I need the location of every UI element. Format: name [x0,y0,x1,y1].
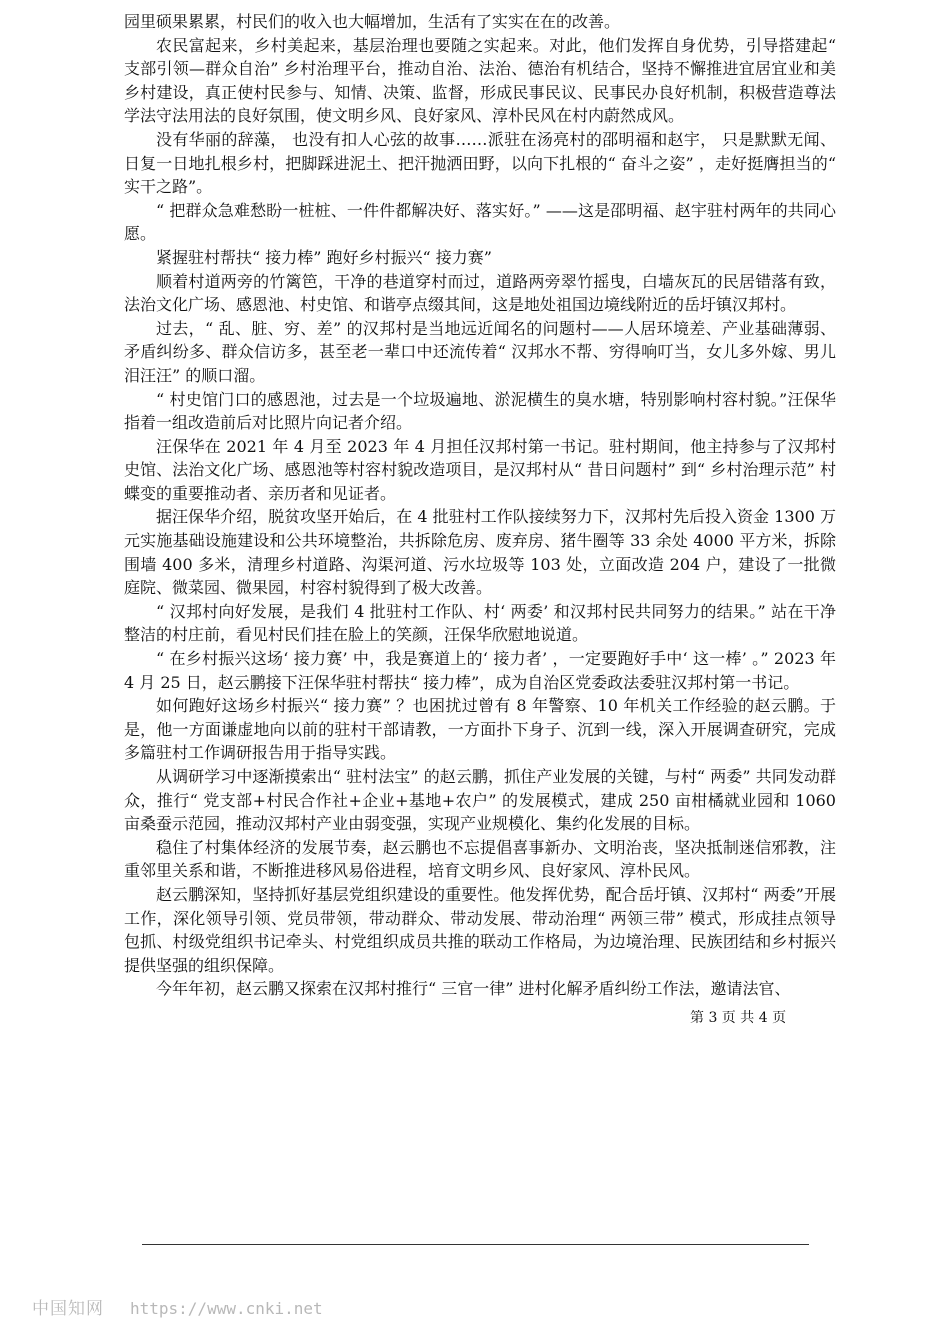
paragraph: 从调研学习中逐渐摸索出“ 驻村法宝” 的赵云鹏，抓住产业发展的关键，与村“ 两委” 共同发动群众，推行“ 党支部+村民合作社+企业+基地+农户” 的发展模式，建成 250 亩柑橘就业园和 1060 亩桑蚕示范园，推动汉邦村产业由弱变强，实现产业规模化、集约化发展的目标。 [124,767,836,834]
watermark-url[interactable]: https://www.cnki.net [130,1299,323,1318]
paragraph: 农民富起来，乡村美起来，基层治理也要随之实起来。对此，他们发挥自身优势，引导搭建起“ 支部引领—群众自治” 乡村治理平台，推动自治、法治、德治有机结合，坚持不懈推进宜居宜业和美乡村建设，真正使村民参与、知情、决策、监督，形成民事民议、民事民办良好机制，积极营造尊法学法守法用法的良好氛围，使文明乡风、良好家风、淳朴民风在村内蔚然成风。 [124,35,836,126]
watermark-site-name: 中国知网 [32,1299,104,1319]
footer-divider [142,1244,809,1245]
section-heading: 紧握驻村帮扶“ 接力棒” 跑好乡村振兴“ 接力赛” [156,247,492,267]
paragraph: 过去，“ 乱、脏、穷、差” 的汉邦村是当地远近闻名的问题村——人居环境差、产业基础薄弱、矛盾纠纷多、群众信访多，甚至老一辈口中还流传着“ 汉邦水不帮、穷得响叮当，女儿多外嫁、男儿泪汪汪” 的顺口溜。 [124,318,836,385]
paragraph: 稳住了村集体经济的发展节奏，赵云鹏也不忘提倡喜事新办、文明治丧，坚决抵制迷信邪教，注重邻里关系和谐，不断推进移风易俗进程，培育文明乡风、良好家风、淳朴民风。 [124,837,836,881]
paragraph: 园里硕果累累，村民们的收入也大幅增加，生活有了实实在在的改善。 [124,12,621,31]
paragraph: “ 在乡村振兴这场‘ 接力赛’ 中，我是赛道上的‘ 接力者’ ，一定要跑好手中‘ 这一棒’ 。” 2023 年 4 月 25 日，赵云鹏接下汪保华驻村帮扶“ 接力棒”，成为自治区党委政法委驻汉邦村第一书记。 [124,649,836,692]
paragraph: 今年年初，赵云鹏又探索在汉邦村推行“ 三官一律” 进村化解矛盾纠纷工作法，邀请法官、 [156,979,791,999]
paragraph: “ 汉邦村向好发展，是我们 4 批驻村工作队、村‘ 两委’ 和汉邦村民共同努力的结果。” 站在干净整洁的村庄前，看见村民们挂在脸上的笑颜，汪保华欣慰地说道。 [124,601,836,645]
document-body [124,10,836,1001]
paragraph: 据汪保华介绍，脱贫攻坚开始后，在 4 批驻村工作队接续努力下，汉邦村先后投入资金 1300 万元实施基础设施建设和公共环境整治，共拆除危房、废弃房、猪牛圈等 33 余处 4000 平方米，拆除围墙 400 多米，清理乡村道路、沟渠河道、污水垃圾等 103 处，立面改造 204 户，建设了一批微庭院、微菜园、微果园，村容村貌得到了极大改善。 [124,507,836,598]
paragraph: 赵云鹏深知，坚持抓好基层党组织建设的重要性。他发挥优势，配合岳圩镇、汉邦村“ 两委”开展工作，深化领导引领、党员带领，带动群众、带动发展、带动治理“ 两领三带” 模式，形成挂点领导包抓、村级党组织书记牵头、村党组织成员共推的联动工作格局，为边境治理、民族团结和乡村振兴提供坚强的组织保障。 [124,884,836,975]
paragraph: 没有华丽的辞藻， 也没有扣人心弦的故事……派驻在汤亮村的邵明福和赵宇， 只是默默无闻、日复一日地扎根乡村，把脚踩进泥土、把汗抛洒田野，以向下扎根的“ 奋斗之姿” ，走好挺膺担当的“ 实干之路”。 [124,129,836,197]
cnki-watermark [32,1294,323,1319]
paragraph: 如何跑好这场乡村振兴“ 接力赛” ？也困扰过曾有 8 年警察、10 年机关工作经验的赵云鹏。于是，他一方面谦虚地向以前的驻村干部请教，一方面扑下身子、沉到一线，深入开展调查研究，完成多篇驻村工作调研报告用于指导实践。 [124,696,836,763]
paragraph: 汪保华在 2021 年 4 月至 2023 年 4 月担任汉邦村第一书记。驻村期间，他主持参与了汉邦村史馆、法治文化广场、感恩池等村容村貌改造项目，是汉邦村从“ 昔日问题村” 到“ 乡村治理示范” 村蝶变的重要推动者、亲历者和见证者。 [124,436,836,503]
paragraph: “ 村史馆门口的感恩池，过去是一个垃圾遍地、淤泥横生的臭水塘，特别影响村容村貌。”汪保华指着一组改造前后对比照片向记者介绍。 [124,389,836,433]
paragraph: 顺着村道两旁的竹篱笆，干净的巷道穿村而过，道路两旁翠竹摇曳，白墙灰瓦的民居错落有致，法治文化广场、感恩池、村史馆、和谐亭点缀其间，这是地处祖国边境线附近的岳圩镇汉邦村。 [124,271,836,315]
paragraph: “ 把群众急难愁盼一桩桩、一件件都解决好、落实好。” ——这是邵明福、赵宇驻村两年的共同心愿。 [124,200,836,244]
page-number: 第 3 页 共 4 页 [690,1010,787,1026]
